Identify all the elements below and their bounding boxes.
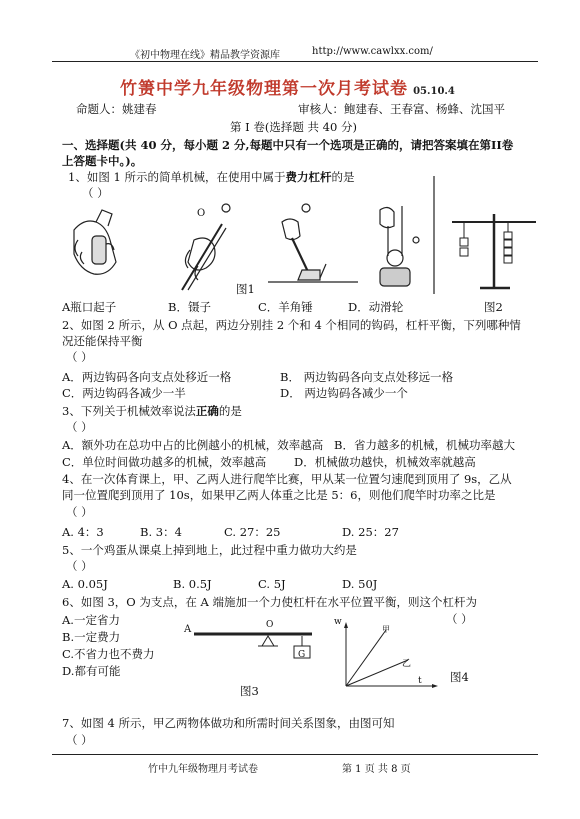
footer-rule xyxy=(52,754,538,755)
q4-option-c[interactable]: C. 27：25 xyxy=(224,525,281,539)
q2-stem-2: 况还能保持平衡 xyxy=(62,334,143,348)
movable-pulley-illustration xyxy=(380,206,419,286)
fig3-label: 图3 xyxy=(240,684,259,698)
fig3-label-o: O xyxy=(266,620,274,630)
q4-option-b[interactable]: B. 3：4 xyxy=(140,525,182,539)
q2-option-a[interactable]: A．两边钩码各向支点处移近一格 xyxy=(62,370,232,384)
q6-stem: 6、如图 3，O 为支点，在 A 端施加一个力使杠杆在水平位置平衡，则这个杠杆为 xyxy=(62,595,477,609)
footer-page: 第 1 页 共 8 页 xyxy=(342,764,411,775)
q6-option-b[interactable]: B.一定费力 xyxy=(62,630,121,644)
q2-option-b[interactable]: B． 两边钩码各向支点处移远一格 xyxy=(280,370,454,384)
q2-option-c[interactable]: C．两边钩码各减少一半 xyxy=(62,386,186,400)
exam-title: 竹箦中学九年级物理第一次月考试卷 xyxy=(120,79,408,99)
figure-1-tools xyxy=(62,200,432,295)
volume-heading: 第 I 卷(选择题 共 40 分) xyxy=(230,120,357,134)
q3-answer-paren[interactable]: （ ） xyxy=(66,420,93,434)
q6-option-a[interactable]: A.一定省力 xyxy=(62,613,120,627)
q1-option-a[interactable]: A瓶口起子 xyxy=(62,300,117,314)
fig4-jia-label: 甲 xyxy=(382,625,390,634)
q2-option-d[interactable]: D． 两边钩码各减少一个 xyxy=(280,386,408,400)
q1-option-d[interactable]: D．动滑轮 xyxy=(348,300,404,314)
fig4-yi-label: 乙 xyxy=(402,659,412,669)
exam-title-row xyxy=(120,74,455,99)
fig4-label: 图4 xyxy=(450,670,469,684)
q3-option-d[interactable]: D．机械做功越快，机械效率就越高 xyxy=(294,455,476,469)
q1-option-b[interactable]: B．镊子 xyxy=(168,300,211,314)
figure-4-graph xyxy=(340,620,440,690)
q5-option-c[interactable]: C. 5J xyxy=(258,577,286,591)
fig4-axis-t: t xyxy=(418,676,422,686)
reviewers: 审核人：鲍建春、王春富、杨蜂、沈国平 xyxy=(298,102,505,116)
header-site: 《初中物理在线》精品教学资源库 xyxy=(130,50,280,61)
q2-answer-paren[interactable]: （ ） xyxy=(66,350,93,364)
q5-option-a[interactable]: A. 0.05J xyxy=(62,577,108,591)
q2-stem-1: 2、如图 2 所示，从 O 点起，两边分别挂 2 个和 4 个相同的钩码，杠杆平衡，下列哪种情 xyxy=(62,318,521,332)
q4-stem-1: 4、在一次体育课上，甲、乙两人进行爬竿比赛，甲从某一位置匀速爬到顶用了 9s，乙从 xyxy=(62,472,512,486)
q6-option-c[interactable]: C.不省力也不费力 xyxy=(62,647,155,661)
setter: 命题人：姚建春 xyxy=(76,102,157,116)
figure-2-lever xyxy=(430,176,538,296)
q3-option-b[interactable]: B．省力越多的机械，机械功率越大 xyxy=(334,438,515,452)
q5-option-b[interactable]: B. 0.5J xyxy=(173,577,212,591)
q1-stem: 1、如图 1 所示的简单机械，在使用中属于费力杠杆的是 xyxy=(68,170,355,184)
q4-option-a[interactable]: A. 4：3 xyxy=(62,525,104,539)
q1-option-c[interactable]: C．羊角锤 xyxy=(258,300,313,314)
q5-option-d[interactable]: D. 50J xyxy=(342,577,378,591)
q4-option-d[interactable]: D. 25：27 xyxy=(342,525,399,539)
fig3-label-g: G xyxy=(298,650,306,660)
footer-left: 竹中九年级物理月考试卷 xyxy=(148,764,258,775)
q4-stem-2: 同一位置爬到顶用了 10s，如果甲乙两人体重之比是 5：6，则他们爬竿时功率之比是 xyxy=(62,488,496,502)
section-instructions-1: 一、选择题(共 40 分，每小题 2 分,每题中只有一个选项是正确的，请把答案填在第II卷 xyxy=(62,138,514,152)
q6-answer-paren[interactable]: （ ） xyxy=(446,612,473,626)
fig2-label: 图2 xyxy=(484,300,503,314)
q6-option-d[interactable]: D.都有可能 xyxy=(62,664,121,678)
claw-hammer-illustration xyxy=(268,204,358,282)
fig3-label-a: A xyxy=(184,624,192,635)
q3-stem: 3、下列关于机械效率说法正确的是 xyxy=(62,404,242,418)
fig1-label: 图1 xyxy=(236,282,255,296)
header-url[interactable]: http://www.cawlxx.com/ xyxy=(312,46,433,57)
q3-option-a[interactable]: A．额外功在总功中占的比例越小的机械，效率越高 xyxy=(62,438,324,452)
bottle-opener-illustration xyxy=(74,210,116,274)
section-instructions-2: 上答题卡中。)。 xyxy=(62,154,143,168)
q4-answer-paren[interactable]: （ ） xyxy=(66,505,93,519)
q5-answer-paren[interactable]: （ ） xyxy=(66,559,93,573)
q7-answer-paren[interactable]: （ ） xyxy=(66,733,93,747)
q5-stem: 5、一个鸡蛋从课桌上掉到地上，此过程中重力做功大约是 xyxy=(62,543,357,557)
q7-stem: 7、如图 4 所示，甲乙两物体做功和所需时间关系图象，由图可知 xyxy=(62,716,395,730)
q3-option-c[interactable]: C．单位时间做功越多的机械，效率越高 xyxy=(62,455,267,469)
tweezers-illustration xyxy=(182,204,230,290)
header-rule xyxy=(52,61,538,62)
q1-answer-paren[interactable]: （ ） xyxy=(82,186,109,200)
fig1-fulcrum-letter: O xyxy=(197,208,206,219)
fig4-axis-w: w xyxy=(334,617,342,627)
exam-date: 05.10.4 xyxy=(413,86,455,97)
